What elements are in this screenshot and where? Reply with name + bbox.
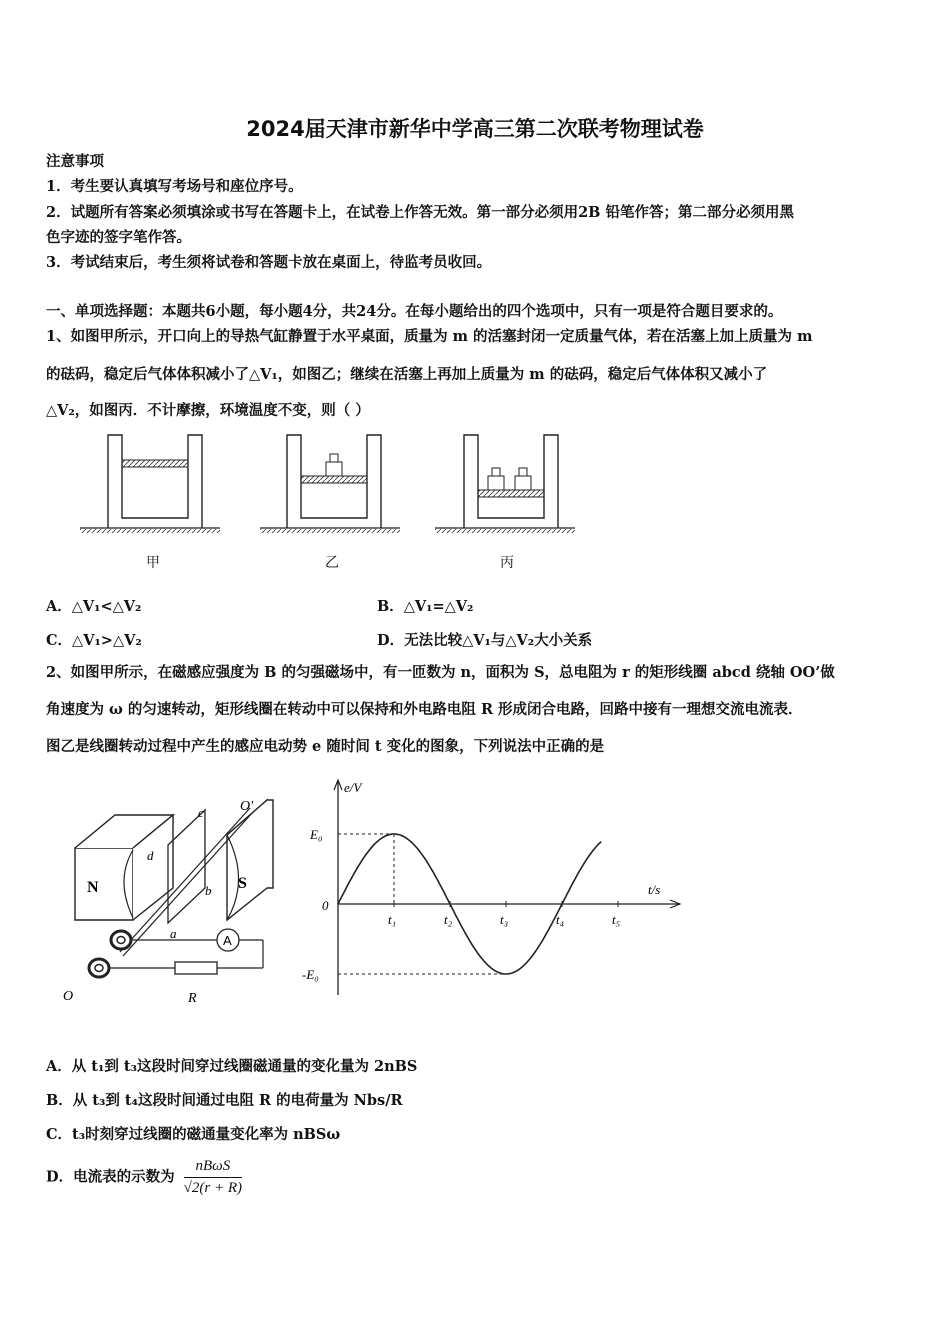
x-tick-label: t₁	[388, 912, 397, 927]
notice-heading: 注意事项	[46, 153, 104, 170]
q2-option-d-fraction	[184, 1158, 242, 1197]
et-chart	[290, 770, 690, 1010]
caption-jia: 甲	[146, 555, 160, 571]
section-heading: 一、单项选择题：本题共6小题，每小题4分，共24分。在每小题给出的四个选项中，只有一项是符合题目要求的。	[46, 303, 783, 320]
q2-stem-line2: 角速度为 ω 的匀速转动，矩形线圈在转动中可以保持和外电路电阻 R 形成闭合电路，回路中接有一理想交流电流表．	[46, 701, 803, 718]
x-tick-label: t₂	[444, 912, 453, 927]
q2-stem-line3: 图乙是线圈转动过程中产生的感应电动势 e 随时间 t 变化的图象，下列说法中正确的是	[46, 738, 605, 755]
generator-figure	[55, 770, 280, 1010]
svg-text:O′: O′	[240, 799, 254, 814]
magnet-n	[75, 815, 173, 920]
page-title: 2024届天津市新华中学高三第二次联考物理试卷	[246, 117, 704, 141]
external-circuit	[109, 929, 263, 1006]
svg-text:A: A	[223, 933, 232, 948]
x-tick-label: t₄	[556, 912, 565, 927]
svg-text:d: d	[147, 848, 154, 863]
notice-item-2: 2．试题所有答案必须填涂或书写在答题卡上，在试卷上作答无效。第一部分必须用2B 铅笔作答；第二部分必须用黑	[46, 204, 794, 221]
notice-item-2-cont: 色字迹的签字笔作答。	[46, 229, 191, 246]
q2-stem-line1: 2、如图甲所示，在磁感应强度为 B 的匀强磁场中，有一匝数为 n，面积为 S，总电阻为 r 的矩形线圈 abcd 绕轴 OO’做	[46, 664, 835, 681]
y-tick-label: -E₀	[302, 967, 319, 982]
q1-stem-line1: 1、如图甲所示，开口向上的导热气缸静置于水平桌面，质量为 m 的活塞封闭一定质量气体，若在活塞上加上质量为 m	[46, 328, 813, 345]
q2-option-b[interactable]: B．从 t₃到 t₄这段时间通过电阻 R 的电荷量为 Nbs/R	[46, 1092, 403, 1109]
q1-stem-line2: 的砝码，稳定后气体体积减小了△V₁，如图乙；继续在活塞上再加上质量为 m 的砝码，稳定后气体体积又减小了	[46, 366, 768, 383]
svg-text:a: a	[170, 926, 177, 941]
y-tick-label: E₀	[310, 827, 323, 842]
cylinder-yi	[260, 435, 400, 533]
q2-option-a[interactable]: A．从 t₁到 t₃这段时间穿过线圈磁通量的变化量为 2nBS	[46, 1058, 418, 1075]
y-tick-label: 0	[322, 898, 329, 913]
q1-option-d[interactable]: D．无法比较△V₁与△V₂大小关系	[377, 632, 593, 649]
q2-option-c[interactable]: C．t₃时刻穿过线圈的磁通量变化率为 nBSω	[46, 1126, 341, 1143]
cylinder-bing	[435, 435, 575, 533]
q1-option-a[interactable]: A．△V₁<△V₂	[46, 598, 142, 615]
x-axis-label: t/s	[648, 882, 661, 897]
notice-item-3: 3．考试结束后，考生须将试卷和答题卡放在桌面上，待监考员收回。	[46, 254, 492, 271]
q1-option-b[interactable]: B．△V₁=△V₂	[377, 598, 474, 615]
svg-text:S: S	[238, 875, 247, 892]
q1-cylinder-figure	[75, 430, 595, 540]
x-tick-label: t₃	[500, 912, 509, 927]
caption-bing: 丙	[500, 555, 514, 571]
fraction-numerator: nBωS	[184, 1158, 242, 1178]
y-axis-label: e/V	[344, 780, 362, 795]
magnet-s	[227, 800, 280, 920]
svg-text:c: c	[198, 805, 204, 820]
cylinder-jia	[80, 435, 220, 533]
svg-text:R: R	[188, 991, 197, 1006]
svg-text:N: N	[87, 879, 99, 896]
svg-text:O: O	[63, 989, 74, 1004]
caption-yi: 乙	[325, 555, 339, 571]
q1-option-c[interactable]: C．△V₁>△V₂	[46, 632, 142, 649]
q2-option-d-prefix: D．电流表的示数为	[46, 1168, 175, 1186]
x-tick-label: t₅	[612, 912, 621, 927]
notice-item-1: 1．考生要认真填写考场号和座位序号。	[46, 178, 303, 195]
q2-option-d[interactable]	[46, 1158, 242, 1197]
q1-stem-line3: △V₂，如图丙．不计摩擦，环境温度不变，则（ ）	[46, 402, 370, 419]
svg-text:b: b	[205, 883, 212, 898]
fraction-denominator: √2(r + R)	[183, 1180, 242, 1196]
